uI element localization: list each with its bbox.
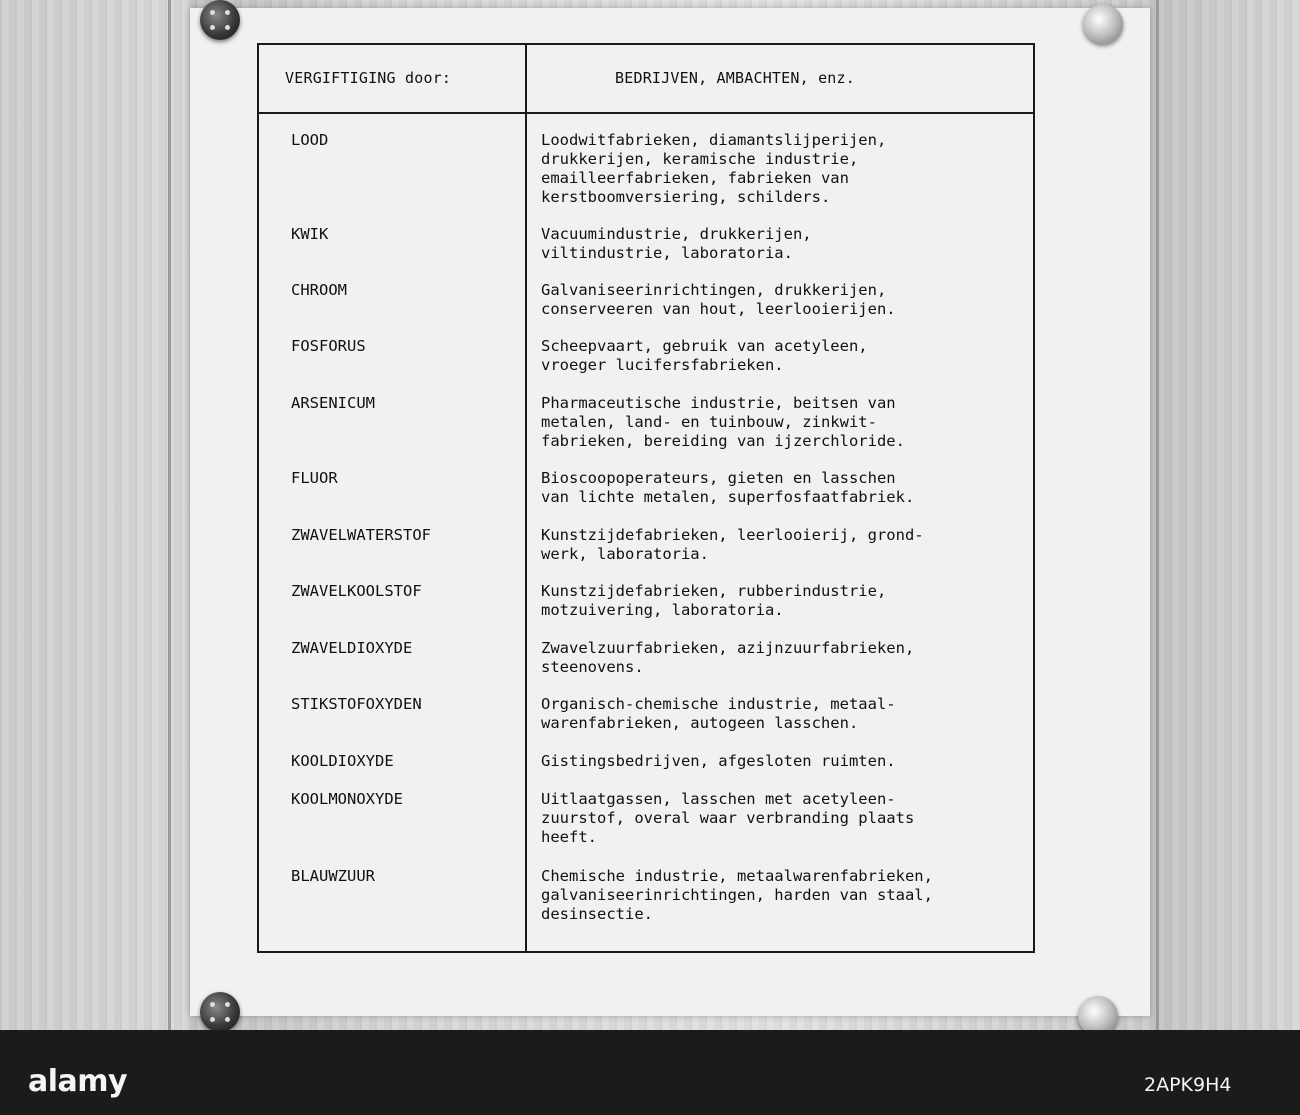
- row-industries: Gistingsbedrijven, afgesloten ruimten.: [541, 752, 896, 770]
- row-substance: KOOLDIOXYDE: [291, 752, 394, 770]
- header-substance: VERGIFTIGING door:: [285, 69, 452, 87]
- row-substance: CHROOM: [291, 281, 347, 299]
- row-industries: Kunstzijdefabrieken, rubberindustrie, motzuivering, laboratoria.: [541, 582, 887, 619]
- row-substance: FOSFORUS: [291, 337, 366, 355]
- row-industries: Bioscoopoperateurs, gieten en lasschen van lichte metalen, superfosfaatfabriek.: [541, 469, 915, 506]
- row-industries: Zwavelzuurfabrieken, azijnzuurfabrieken, steenovens.: [541, 639, 915, 676]
- row-industries: Vacuumindustrie, drukkerijen, viltindustrie, laboratoria.: [541, 225, 812, 262]
- row-substance: ZWAVELWATERSTOF: [291, 526, 431, 544]
- row-substance: BLAUWZUUR: [291, 867, 375, 885]
- header-divider: [259, 112, 1033, 114]
- row-substance: KWIK: [291, 225, 329, 243]
- row-industries: Pharmaceutische industrie, beitsen van metalen, land- en tuinbouw, zinkwit- fabrieken, bereiding van ijzerchloride.: [541, 394, 905, 450]
- row-substance: FLUOR: [291, 469, 338, 487]
- column-divider: [525, 45, 527, 951]
- row-substance: STIKSTOFOXYDEN: [291, 695, 422, 713]
- row-industries: Loodwitfabrieken, diamantslijperijen, drukkerijen, keramische industrie, emailleerfabrieken, fabrieken van kerstboomversiering, schilders.: [541, 131, 887, 206]
- alamy-logo: alamy: [28, 1064, 128, 1099]
- row-industries: Galvaniseerinrichtingen, drukkerijen, conserveeren van hout, leerlooierijen.: [541, 281, 896, 318]
- row-industries: Uitlaatgassen, lasschen met acetyleen- zuurstof, overal waar verbranding plaats heeft.: [541, 790, 915, 846]
- row-substance: KOOLMONOXYDE: [291, 790, 403, 808]
- wood-board-seam: [1156, 0, 1159, 1030]
- row-industries: Organisch-chemische industrie, metaal- warenfabrieken, autogeen lasschen.: [541, 695, 896, 732]
- wood-board-seam: [168, 0, 171, 1030]
- thumbtack-icon: [1078, 996, 1118, 1030]
- row-industries: Scheepvaart, gebruik van acetyleen, vroeger lucifersfabrieken.: [541, 337, 868, 374]
- watermark-footer: [0, 1030, 1300, 1115]
- row-substance: LOOD: [291, 131, 329, 149]
- row-substance: ZWAVELKOOLSTOF: [291, 582, 422, 600]
- image-reference: 2APK9H4: [1144, 1074, 1232, 1096]
- thumbtack-icon: [200, 0, 240, 40]
- header-industries: BEDRIJVEN, AMBACHTEN, enz.: [615, 69, 855, 87]
- poisoning-table: [257, 43, 1035, 953]
- row-substance: ZWAVELDIOXYDE: [291, 639, 413, 657]
- row-industries: Chemische industrie, metaalwarenfabrieken, galvaniseerinrichtingen, harden van staal, desinsectie.: [541, 867, 933, 923]
- row-substance: ARSENICUM: [291, 394, 375, 412]
- row-industries: Kunstzijdefabrieken, leerlooierij, grond- werk, laboratoria.: [541, 526, 924, 563]
- thumbtack-icon: [200, 992, 240, 1030]
- thumbtack-icon: [1083, 4, 1123, 44]
